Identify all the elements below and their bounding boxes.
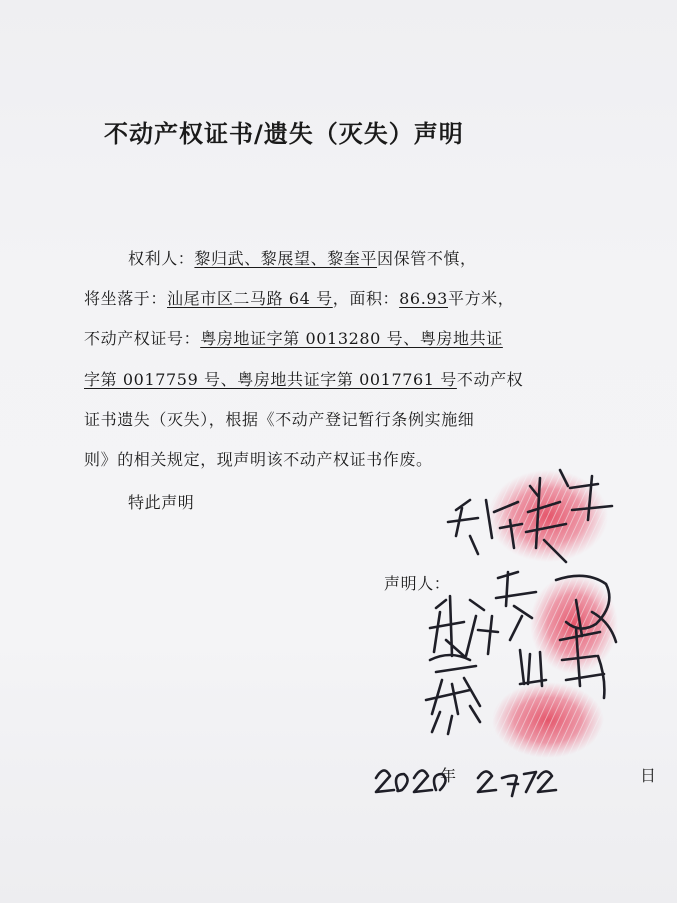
cert-numbers-part2: 字第 0017759 号、粤房地共证字第 0017761 号 <box>84 370 457 389</box>
date-year-suffix: 年 <box>440 766 457 785</box>
date-row <box>376 763 656 786</box>
date-day-suffix: 日 <box>640 766 657 785</box>
signature-2 <box>496 572 616 642</box>
body-line-4 <box>84 370 523 390</box>
signature-3 <box>430 596 498 656</box>
holder-rest: 因保管不慎， <box>377 249 477 268</box>
body-line-1 <box>128 249 477 269</box>
cert-label: 不动产权证号： <box>84 329 201 348</box>
declarant-label: 声明人： <box>384 574 451 593</box>
body-line-4-rest: 不动产权 <box>456 370 524 389</box>
area-unit: 平方米， <box>447 289 515 308</box>
signature-1 <box>448 470 612 562</box>
area-label: ，面积： <box>332 289 400 308</box>
property-location: 汕尾市区二马路 64 号 <box>167 289 333 308</box>
document-title: 不动产权证书/遗失（灭失）声明 <box>104 120 464 148</box>
holder-names: 黎归武、黎展望、黎奎平 <box>194 249 378 268</box>
holder-label: 权利人： <box>128 249 195 268</box>
body-line-6: 则》的相关规定，现声明该不动产权证书作废。 <box>84 450 433 469</box>
fingerprint-top <box>488 470 608 562</box>
fingerprint-bottom <box>492 682 604 758</box>
closing-text: 特此声明 <box>128 493 195 512</box>
cert-numbers-part1: 粤房地证字第 0013280 号、粤房地共证 <box>200 329 503 348</box>
body-line-3 <box>84 329 503 349</box>
fingerprint-middle <box>530 574 618 674</box>
area-value: 86.93 <box>399 289 448 308</box>
body-line-5: 证书遗失（灭失），根据《不动产登记暂行条例实施细 <box>84 410 475 429</box>
body-line-2 <box>84 289 514 309</box>
signature-4 <box>426 628 604 734</box>
location-label: 将坐落于： <box>84 289 168 308</box>
